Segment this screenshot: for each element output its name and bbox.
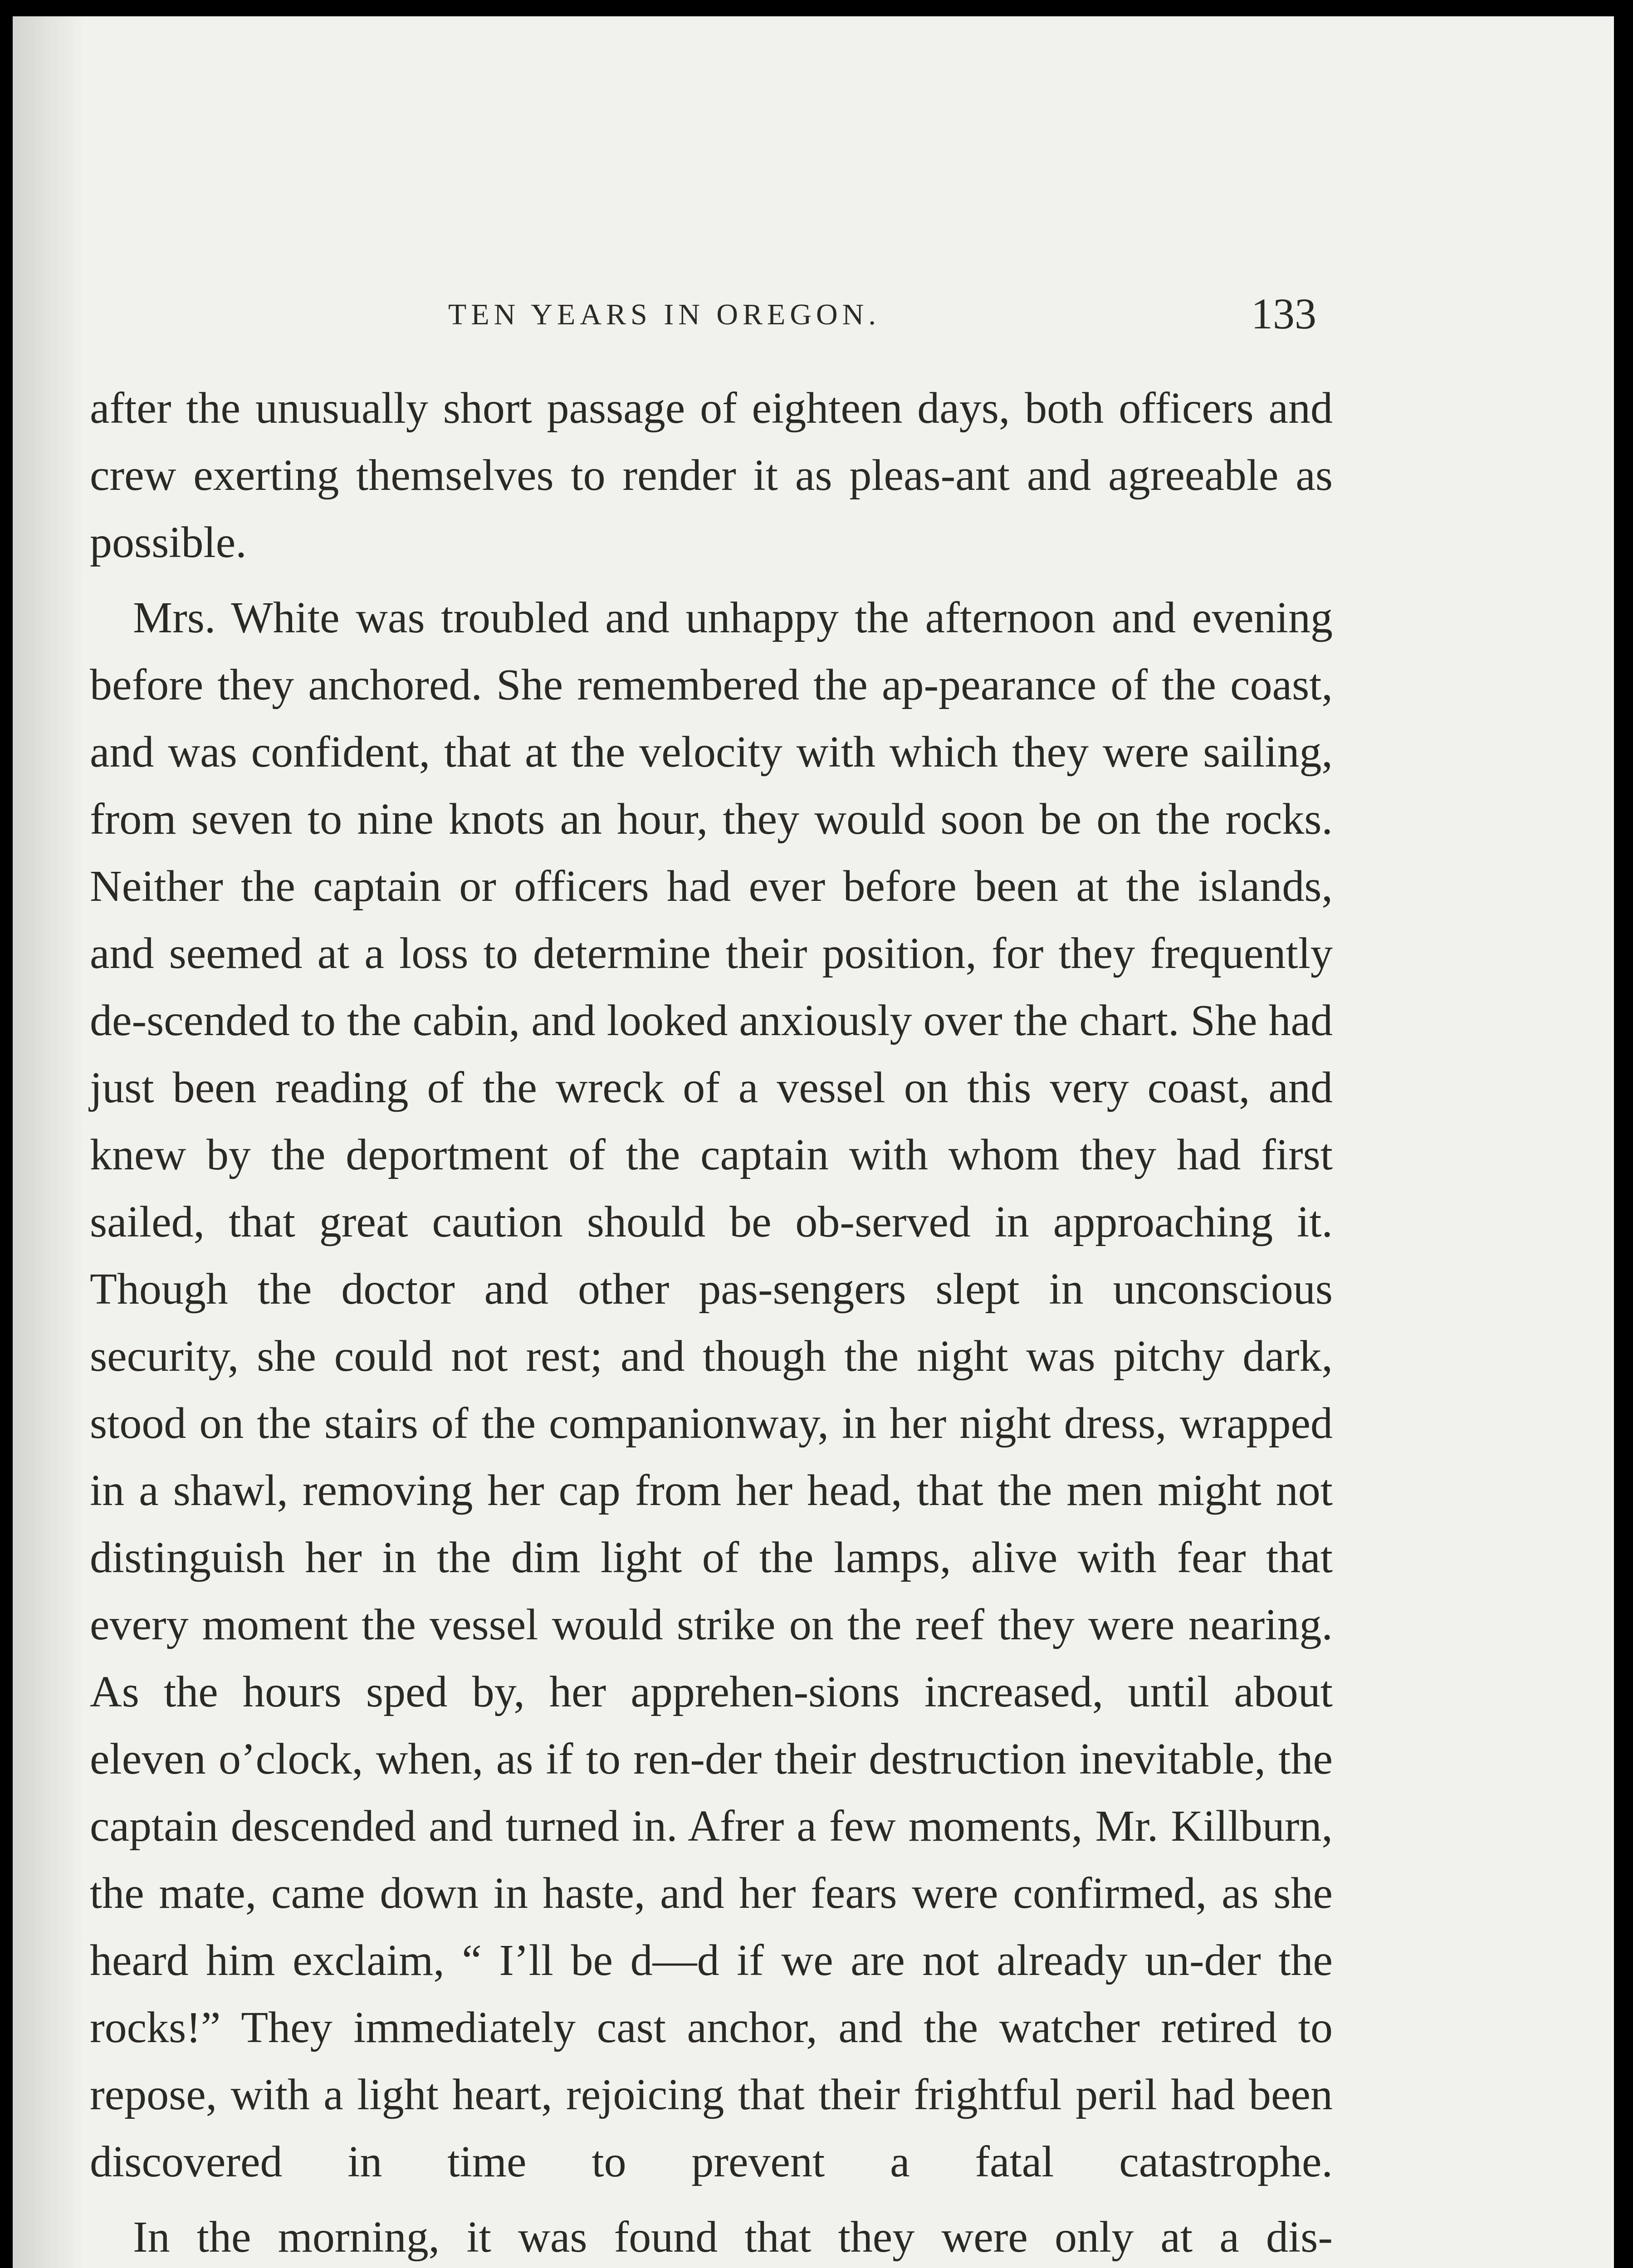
page-number: 133	[1251, 289, 1316, 338]
page-header	[13, 288, 1614, 352]
paragraph: after the unusually short passage of eighteen days, both officers and crew exerting themselves to render it as pleas-ant and agreeable as possible.	[90, 384, 1333, 567]
paragraph: In the morning, it was found that they were only at a dis-	[133, 2213, 1333, 2262]
book-page	[13, 16, 1614, 2268]
paragraph: Mrs. White was troubled and unhappy the afternoon and evening before they anchored. She remembered the ap-pearance of the coast, and was confident, that at the velocity with which they were sailing, from seven to nine knots an hour, they would soon be on the rocks. Neither the captain or officers had ever before been at the islands, and seemed at a loss to determine their position, for they frequently de-scended to the cabin, and looked anxiously over the chart. She had just been reading of the wreck of a vessel on this very coast, and knew by the deportment of the captain with whom they had first sailed, that great caution should be ob-served in approaching it. Though the doctor and other pas-sengers slept in unconscious security, she could not rest; and though the night was pitchy dark, stood on the stairs of the companionway, in her night dress, wrapped in a shawl, removing her cap from her head, that the men might not distinguish her in the dim light of the lamps, alive with fear that every moment the vessel would strike on the reef they were nearing. As the hours sped by, her apprehen-sions increased, until about eleven o’clock, when, as if to ren-der their destruction inevitable, the captain descended and turned in. Afrer a few moments, Mr. Killburn, the mate, came down in haste, and her fears were confirmed, as she heard him exclaim, “ I’ll be d—d if we are not already un-der the rocks!” They immediately cast anchor, and the watcher retired to repose, with a light heart, rejoicing that their frightful peril had been discovered in time to prevent a fatal catastrophe.	[90, 593, 1333, 2186]
body-text	[90, 375, 1333, 2268]
running-head: TEN YEARS IN OREGON.	[448, 298, 880, 331]
